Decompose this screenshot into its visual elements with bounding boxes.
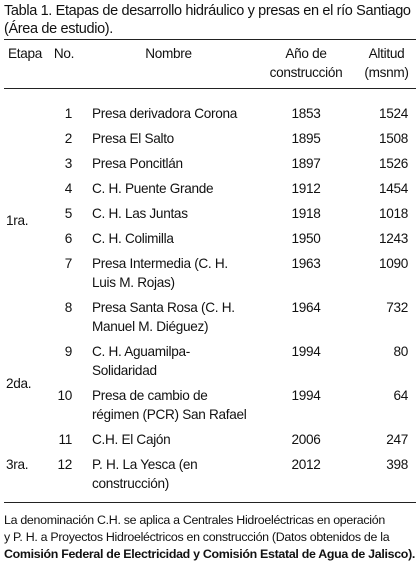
row-name-line-1: C. H. Aguamilpa- — [92, 344, 190, 359]
table-row — [4, 152, 416, 177]
row-name: Presa derivadora Corona — [92, 106, 237, 121]
row-year: 1950 — [291, 231, 321, 246]
table-row — [4, 340, 416, 384]
row-number: 4 — [64, 181, 72, 196]
row-number: 11 — [58, 432, 72, 447]
stage-cell-3: 3ra. — [6, 456, 29, 472]
row-number: 1 — [64, 106, 72, 121]
row-number: 8 — [64, 300, 72, 315]
table-row — [4, 453, 416, 503]
footnote-line-2: y P. H. a Proyectos Hidroeléctricos en construcción (Datos obtenidos de la — [4, 530, 390, 544]
stage-cell-1: 1ra. — [6, 212, 29, 228]
row-year: 2012 — [291, 457, 321, 472]
row-name-line-1: Presa de cambio de — [92, 388, 208, 403]
row-name-line-2: Luis M. Rojas) — [92, 275, 175, 290]
table-footnote — [4, 512, 416, 563]
row-name-line-2: Solidaridad — [92, 363, 157, 378]
header-anio — [255, 40, 357, 89]
row-number: 3 — [64, 156, 72, 171]
row-year: 1994 — [291, 388, 321, 403]
row-altitude: 80 — [393, 344, 408, 359]
row-name: Presa Poncitlán — [92, 156, 183, 171]
table-row — [4, 384, 416, 428]
row-year: 2006 — [291, 432, 321, 447]
row-altitude: 64 — [393, 388, 408, 403]
caption-line-1: Tabla 1. Etapas de desarrollo hidráulico y presas en el río Santiago — [4, 3, 411, 19]
header-anio-line-1: Año de — [285, 46, 327, 61]
row-number: 10 — [57, 388, 72, 403]
row-name — [82, 252, 255, 296]
row-name: C. H. Puente Grande — [92, 181, 214, 196]
row-year: 1963 — [291, 256, 321, 271]
caption-line-2: (Área de estudio). — [4, 21, 113, 37]
row-name: C. H. Las Juntas — [92, 206, 188, 221]
row-altitude: 1524 — [378, 106, 408, 121]
table-row — [4, 428, 416, 453]
row-altitude: 1526 — [378, 156, 408, 171]
row-number: 2 — [64, 131, 72, 146]
row-altitude: 732 — [386, 300, 408, 315]
row-year: 1897 — [291, 156, 321, 171]
row-number: 7 — [64, 256, 72, 271]
footnote-line-1: La denominación C.H. se aplica a Centrales Hidroeléctricas en operación — [4, 513, 385, 527]
table-caption — [4, 2, 416, 38]
row-name-line-1: Presa Santa Rosa (C. H. — [92, 300, 235, 315]
stage-cell-2: 2da. — [6, 375, 32, 391]
header-altitud — [357, 40, 416, 89]
row-name — [82, 384, 255, 428]
row-altitude: 247 — [386, 432, 408, 447]
table-row — [4, 227, 416, 252]
row-altitude: 1090 — [378, 256, 408, 271]
row-altitude: 1018 — [378, 206, 408, 221]
dams-table — [4, 39, 416, 503]
table-row — [4, 89, 416, 128]
row-altitude: 1454 — [378, 181, 408, 196]
header-anio-line-2: construcción — [269, 65, 343, 80]
row-name: C.H. El Cajón — [92, 432, 171, 447]
row-name: C. H. Colimilla — [92, 231, 174, 246]
header-altitud-line-2: (msnm) — [364, 65, 409, 80]
row-altitude: 1508 — [378, 131, 408, 146]
row-name-line-2: régimen (PCR) San Rafael — [92, 407, 247, 422]
row-altitude: 398 — [386, 457, 408, 472]
table-row — [4, 252, 416, 296]
footnote-line-3: Comisión Federal de Electricidad y Comisión Estatal de Agua de Jalisco). — [4, 547, 416, 561]
row-number: 12 — [57, 457, 72, 472]
table-row — [4, 177, 416, 202]
row-number: 9 — [64, 344, 72, 359]
table-row — [4, 127, 416, 152]
row-altitude: 1243 — [378, 231, 408, 246]
row-number: 5 — [64, 206, 72, 221]
row-year: 1994 — [291, 344, 321, 359]
row-name-line-1: Presa Intermedia (C. H. — [92, 256, 228, 271]
table-row — [4, 202, 416, 227]
row-name — [82, 296, 255, 340]
row-year: 1912 — [291, 181, 321, 196]
header-altitud-line-1: Altitud — [368, 46, 405, 61]
row-name — [82, 340, 255, 384]
row-year: 1964 — [291, 300, 321, 315]
row-name: Presa El Salto — [92, 131, 174, 146]
row-name-line-2: construcción) — [92, 476, 169, 491]
row-year: 1918 — [291, 206, 321, 221]
header-row — [4, 40, 416, 89]
row-name-line-1: P. H. La Yesca (en — [92, 457, 198, 472]
row-year: 1895 — [291, 131, 321, 146]
header-etapa: Etapa — [7, 46, 43, 61]
row-year: 1853 — [291, 106, 321, 121]
table-row — [4, 296, 416, 340]
row-number: 6 — [64, 231, 72, 246]
header-no: No. — [53, 46, 75, 61]
row-name-line-2: Manuel M. Diéguez) — [92, 319, 209, 334]
row-name — [82, 453, 255, 503]
header-nombre: Nombre — [145, 46, 192, 61]
